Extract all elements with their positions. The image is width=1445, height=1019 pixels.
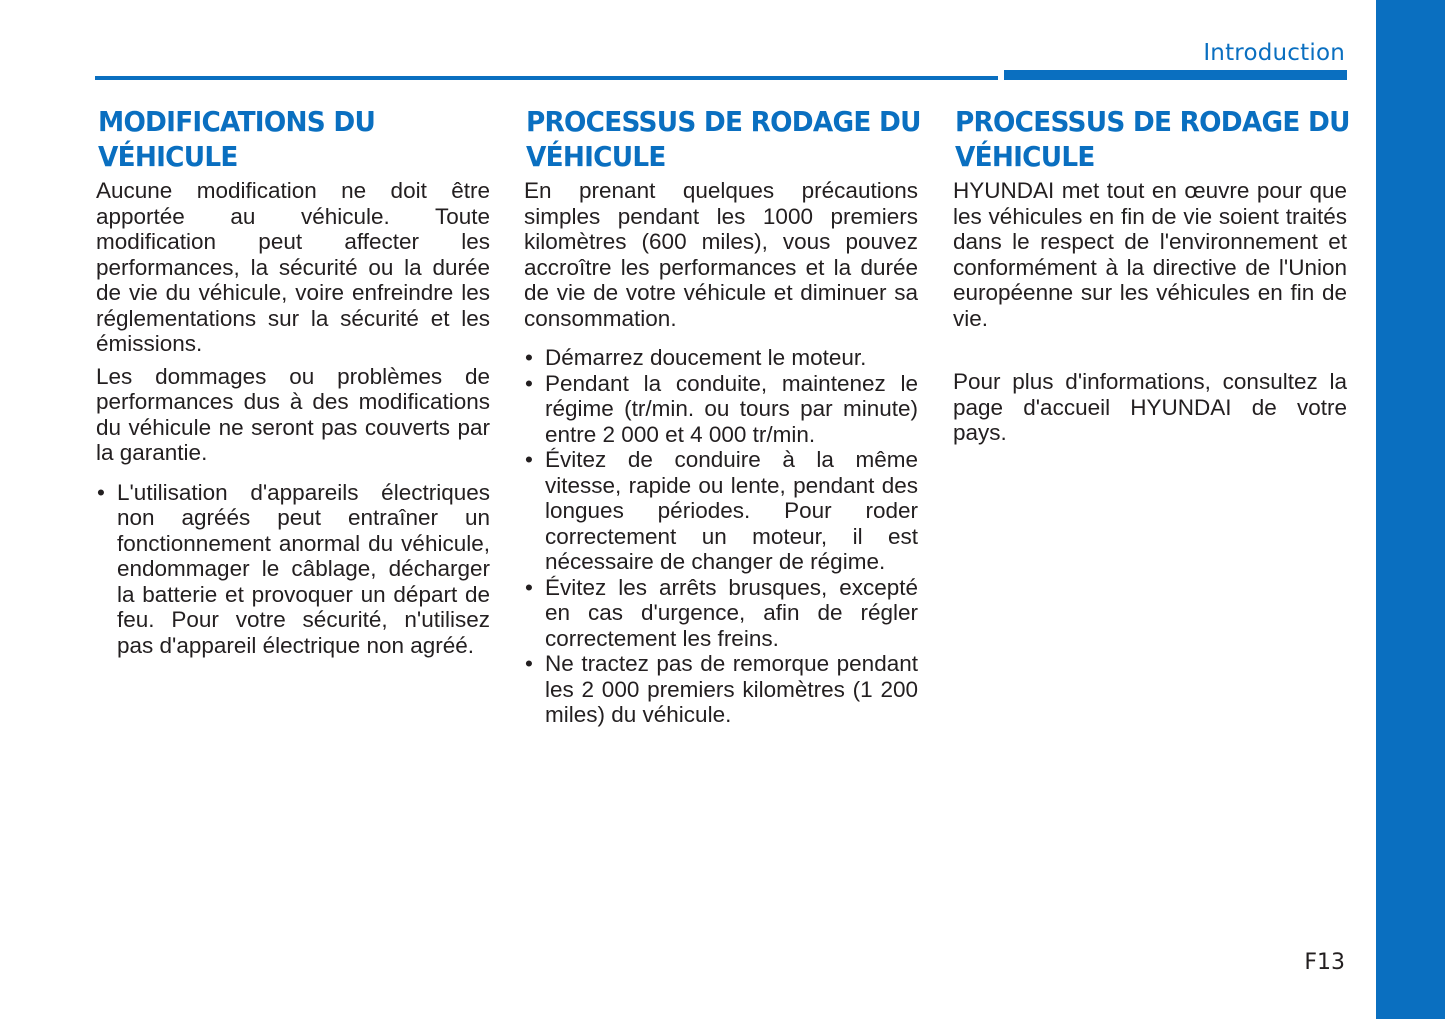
column-modifications xyxy=(96,104,490,658)
heading-line: VÉHICULE xyxy=(526,140,666,173)
page-number: F13 xyxy=(1304,950,1345,975)
heading-line: PROCESSUS DE RODAGE DU xyxy=(955,105,1350,138)
paragraph: Les dommages ou problèmes de performances dus à des modifications du véhicule ne seront pas couverts par la garantie. xyxy=(96,363,490,465)
bullet-icon: • xyxy=(525,370,533,396)
column-heading xyxy=(955,104,1350,174)
column-heading xyxy=(98,104,466,174)
bullet-icon: • xyxy=(525,651,533,676)
bullet-list xyxy=(96,480,490,659)
heading-line: VÉHICULE xyxy=(955,140,1095,173)
heading-line: VÉHICULE xyxy=(98,140,238,173)
column-break-in xyxy=(524,104,921,728)
column-heading xyxy=(526,104,921,174)
chapter-side-tab xyxy=(1376,0,1445,1019)
list-item xyxy=(524,651,918,728)
list-item xyxy=(524,345,918,371)
header-rule-thick xyxy=(1004,70,1347,80)
list-item xyxy=(524,447,918,575)
header-rule-thin xyxy=(95,76,998,80)
paragraph: En prenant quelques précautions simples pendant les 1000 premiers kilomètres (600 miles), vous pouvez accroître les performances et la durée de vie de votre véhicule et diminuer sa consommation. xyxy=(524,178,918,331)
list-item-text: Ne tractez pas de remorque pendant les 2 000 premiers kilomètres (1 200 miles) du véhicule. xyxy=(545,651,918,727)
paragraph: Aucune modification ne doit être apportée au véhicule. Toute modification peut affecter les performances, la sécurité ou la durée de vie du véhicule, voire enfreindre les réglementations sur la sécurité et les émissions. xyxy=(96,178,490,356)
list-item-text: Évitez les arrêts brusques, excepté en cas d'urgence, afin de régler correctement les freins. xyxy=(545,574,918,651)
paragraph: HYUNDAI met tout en œuvre pour que les véhicules en fin de vie soient traités dans le respect de l'environnement et conformément à la directive de l'Union européenne sur les véhicules en fin de vie. xyxy=(953,178,1347,331)
section-title: Introduction xyxy=(1203,40,1345,66)
bullet-list xyxy=(524,345,918,728)
bullet-icon: • xyxy=(525,345,533,370)
column-end-of-life xyxy=(953,104,1350,446)
heading-line: MODIFICATIONS DU xyxy=(98,105,376,138)
list-item-text: Évitez de conduire à la même vitesse, rapide ou lente, pendant des longues périodes. Pour roder correctement un moteur, il est nécessaire de changer de régime. xyxy=(545,447,918,574)
paragraph: Pour plus d'informations, consultez la page d'accueil HYUNDAI de votre pays. xyxy=(953,369,1347,445)
bullet-icon: • xyxy=(525,447,533,472)
bullet-icon: • xyxy=(97,479,105,505)
list-item xyxy=(524,575,918,652)
list-item xyxy=(524,371,918,448)
list-item-text: Démarrez doucement le moteur. xyxy=(545,345,867,370)
list-item-text: Pendant la conduite, maintenez le régime (tr/min. ou tours par minute) entre 2 000 et 4 000 tr/min. xyxy=(545,370,918,447)
list-item xyxy=(96,480,490,659)
bullet-icon: • xyxy=(525,574,533,600)
list-item-text: L'utilisation d'appareils électriques non agréés peut entraîner un fonctionnement anormal du véhicule, endommager le câblage, décharger la batterie et provoquer un départ de feu. Pour votre sécurité, n'utilisez pas d'appareil électrique non agréé. xyxy=(117,479,490,658)
heading-line: PROCESSUS DE RODAGE DU xyxy=(526,105,921,138)
